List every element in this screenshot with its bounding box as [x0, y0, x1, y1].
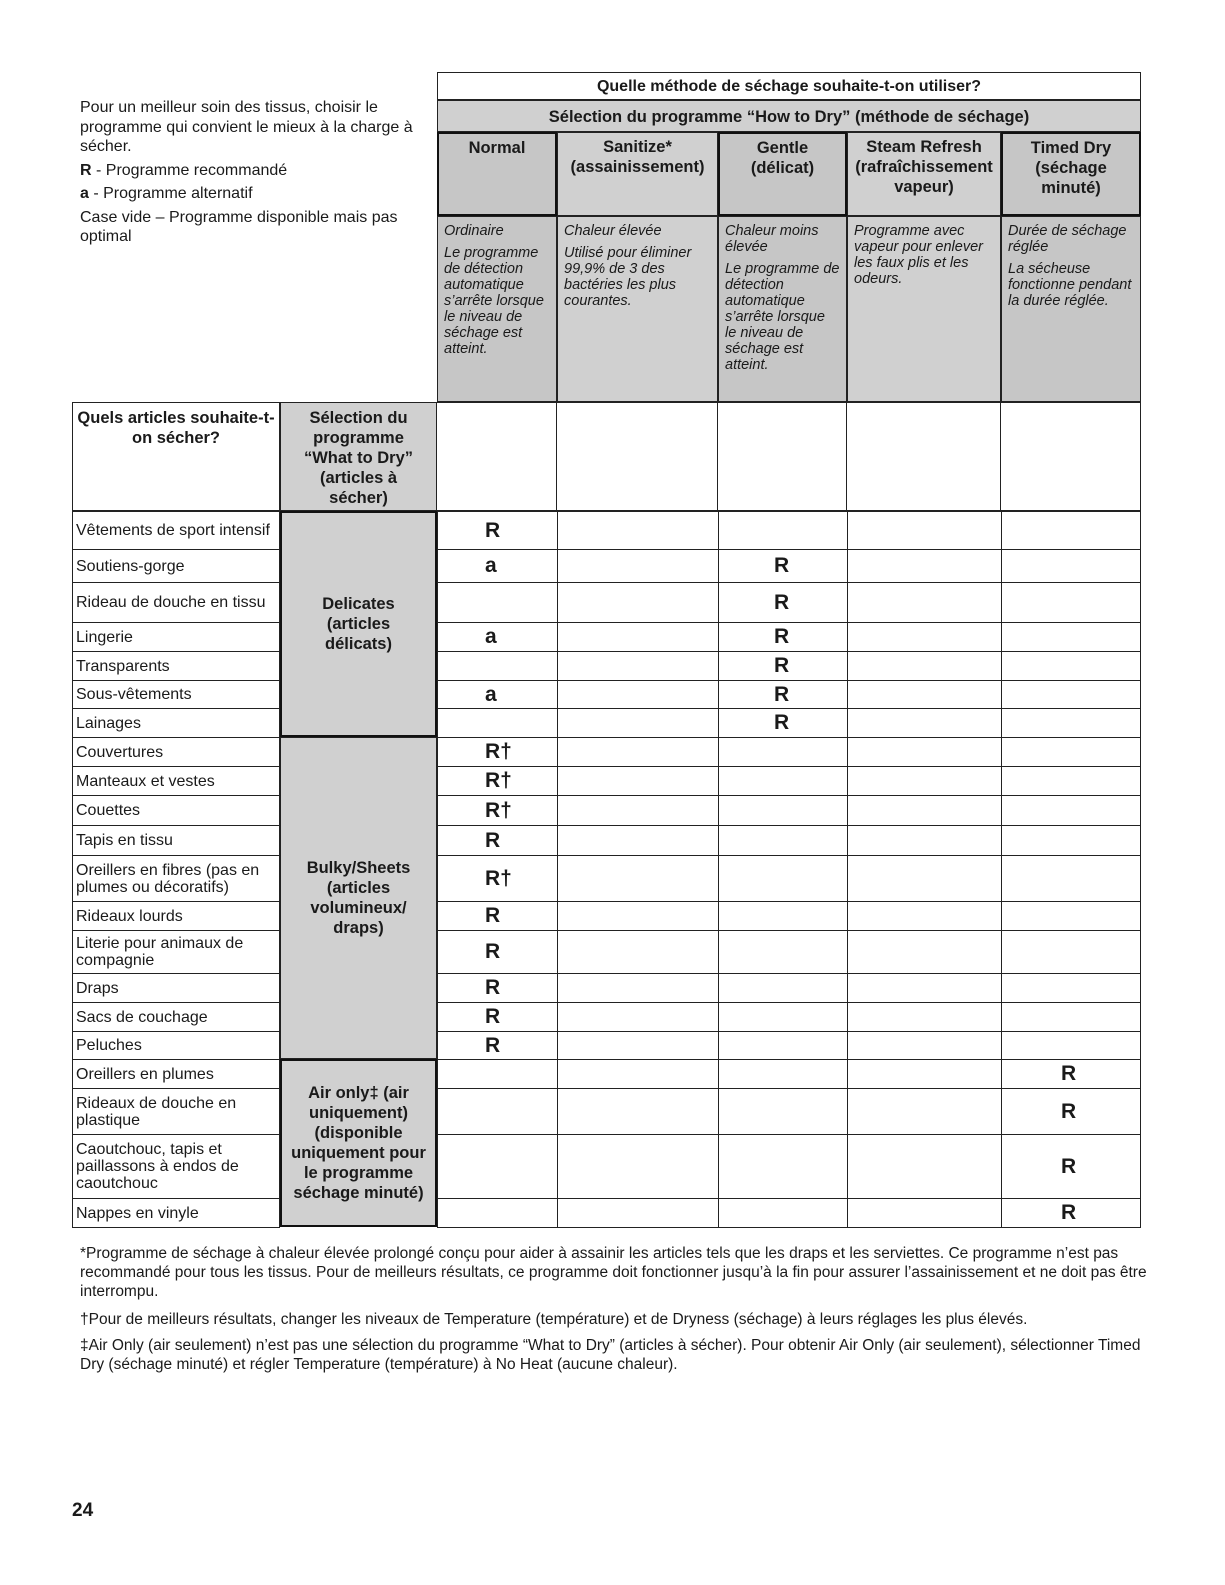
what-to-dry-heading: Sélection du programme “What to Dry” (articles à sécher)	[280, 402, 437, 511]
table-cell	[557, 549, 719, 583]
table-cell	[557, 795, 719, 826]
col-normal: Normal	[437, 132, 557, 216]
table-cell	[437, 708, 558, 738]
table-cell	[718, 825, 848, 856]
legend-recommended	[80, 161, 420, 181]
table-cell	[1001, 930, 1141, 974]
legend-intro: Pour un meilleur soin des tissus, choisir le programme qui convient le mieux à la charge à sécher.	[80, 99, 413, 155]
desc-sanitize-line2: Utilisé pour éliminer 99,9% de 3 des bactéries les plus courantes.	[564, 245, 692, 309]
table-cell	[557, 930, 719, 974]
recommendation-mark: R	[774, 711, 790, 734]
desc-sanitize-line1: Chaleur élevée	[564, 223, 662, 239]
table-cell	[718, 1134, 848, 1199]
table-cell	[847, 930, 1002, 974]
table-cell	[847, 511, 1002, 550]
table-cell	[718, 1031, 848, 1060]
row-header-blank	[437, 402, 1141, 511]
group-air-only: Air only‡ (air uniquement) (disponible uniquement pour le programme séchage minuté)	[280, 1059, 437, 1227]
table-cell	[437, 680, 558, 709]
item-label: Oreillers en fibres (pas en plumes ou décoratifs)	[72, 855, 280, 902]
table-cell	[557, 1031, 719, 1060]
desc-normal	[437, 216, 557, 402]
table-cell	[718, 1088, 848, 1135]
item-label: Rideaux lourds	[72, 901, 280, 931]
table-cell	[1001, 549, 1141, 583]
table-cell	[718, 973, 848, 1003]
table-cell	[847, 549, 1002, 583]
item-label: Nappes en vinyle	[72, 1198, 280, 1228]
recommendation-mark: R†	[485, 866, 512, 890]
table-cell	[557, 622, 719, 652]
recommendation-mark: R†	[485, 740, 512, 763]
item-label: Sous-vêtements	[72, 680, 280, 709]
table-cell	[718, 737, 848, 767]
table-cell	[718, 930, 848, 974]
table-cell	[847, 737, 1002, 767]
recommendation-mark: R	[485, 828, 501, 852]
footnote-air-only: ‡Air Only (air seulement) n’est pas une sélection du programme “What to Dry” (articles à sécher). Pour obtenir Air Only (air seulement), sélectionner Timed Dry (séchage minuté) et régler Temperature (température) à No Heat (aucune chaleur).	[80, 1337, 1141, 1373]
how-to-dry-heading: Sélection du programme “How to Dry” (méthode de séchage)	[437, 100, 1141, 132]
recommendation-mark: R	[1061, 1201, 1077, 1224]
group-delicates: Delicates (articles délicats)	[280, 511, 437, 737]
recommendation-mark: R	[774, 590, 790, 614]
table-cell	[847, 1088, 1002, 1135]
table-cell	[557, 1002, 719, 1032]
legend	[80, 98, 420, 251]
recommendation-mark: R	[485, 940, 501, 963]
table-cell	[718, 1198, 848, 1228]
footnote-sanitize: *Programme de séchage à chaleur élevée prolongé conçu pour aider à assainir les articles tels que les draps et les serviettes. Ce programme n’est pas recommandé pour tous les tissus. Pour de meilleurs résultats, ce programme doit fonctionner jusqu’à la fin pour assurer l’assainissement et ne doit pas être interrompu.	[80, 1245, 1147, 1300]
table-cell	[718, 766, 848, 796]
table-cell	[847, 766, 1002, 796]
recommendation-mark: R	[485, 1005, 501, 1028]
table-cell	[437, 1134, 558, 1199]
table-cell	[437, 1088, 558, 1135]
table-cell	[718, 855, 848, 902]
desc-normal-line1: Ordinaire	[444, 223, 504, 239]
table-cell	[1001, 825, 1141, 856]
recommendation-mark: R	[485, 518, 501, 542]
item-label: Sacs de couchage	[72, 1002, 280, 1032]
table-cell	[847, 795, 1002, 826]
table-cell	[1001, 973, 1141, 1003]
desc-gentle-line2: Le programme de détection automatique s’arrête lorsque le niveau de séchage est atteint.	[725, 261, 840, 373]
recommendation-mark: R	[774, 625, 790, 648]
table-cell	[847, 1198, 1002, 1228]
item-label: Lingerie	[72, 622, 280, 652]
table-cell	[718, 1059, 848, 1089]
desc-sanitize	[557, 216, 718, 402]
table-cell	[1001, 1002, 1141, 1032]
recommendation-mark: R	[485, 976, 501, 999]
recommendation-mark: R†	[485, 798, 512, 822]
table-cell	[557, 680, 719, 709]
table-cell	[847, 901, 1002, 931]
page-number: 24	[72, 1500, 94, 1521]
recommendation-mark: R†	[485, 769, 512, 792]
footnote-dagger: †Pour de meilleurs résultats, changer les niveaux de Temperature (température) et de Dryness (séchage) à leurs réglages les plus élevés.	[80, 1311, 1028, 1328]
desc-timed-dry	[1001, 216, 1141, 402]
table-cell	[847, 651, 1002, 681]
item-label: Vêtements de sport intensif	[72, 511, 280, 550]
item-label: Lainages	[72, 708, 280, 738]
table-cell	[847, 1059, 1002, 1089]
divider	[717, 403, 718, 510]
item-label: Soutiens-gorge	[72, 549, 280, 583]
item-label: Rideaux de douche en plastique	[72, 1088, 280, 1135]
recommendation-mark: a	[485, 683, 497, 706]
table-cell	[847, 825, 1002, 856]
table-cell	[557, 1059, 719, 1089]
item-label: Couettes	[72, 795, 280, 826]
table-cell	[557, 708, 719, 738]
table-cell	[557, 511, 719, 550]
recommendation-mark: R	[774, 683, 790, 706]
items-question: Quels articles souhaite-t-on sécher?	[72, 402, 280, 511]
recommendation-mark: R	[1061, 1099, 1077, 1123]
legend-r-key: R	[80, 161, 92, 179]
table-cell	[557, 651, 719, 681]
table-cell	[1001, 1031, 1141, 1060]
table-cell	[1001, 708, 1141, 738]
recommendation-mark: R	[485, 1034, 501, 1057]
legend-empty: Case vide – Programme disponible mais pas optimal	[80, 208, 398, 245]
table-cell	[557, 825, 719, 856]
legend-a-text: - Programme alternatif	[88, 185, 253, 202]
item-label: Oreillers en plumes	[72, 1059, 280, 1089]
table-cell	[1001, 651, 1141, 681]
desc-gentle	[718, 216, 847, 402]
desc-timed-line1: Durée de séchage réglée	[1008, 223, 1127, 255]
item-label: Transparents	[72, 651, 280, 681]
recommendation-mark: R	[1061, 1154, 1077, 1178]
table-cell	[847, 622, 1002, 652]
legend-r-text: - Programme recommandé	[91, 161, 288, 179]
table-cell	[1001, 680, 1141, 709]
table-cell	[847, 1031, 1002, 1060]
table-cell	[1001, 622, 1141, 652]
table-cell	[1001, 795, 1141, 826]
desc-steam-line1: Programme avec vapeur pour enlever les faux plis et les odeurs.	[854, 223, 983, 287]
table-cell	[437, 651, 558, 681]
table-cell	[847, 973, 1002, 1003]
item-label: Caoutchouc, tapis et paillassons à endos de caoutchouc	[72, 1134, 280, 1199]
table-cell	[557, 582, 719, 623]
table-cell	[847, 1134, 1002, 1199]
table-cell	[557, 737, 719, 767]
desc-gentle-line1: Chaleur moins élevée	[725, 223, 819, 255]
table-cell	[557, 973, 719, 1003]
table-cell	[1001, 582, 1141, 623]
desc-timed-line2: La sécheuse fonctionne pendant la durée réglée.	[1008, 261, 1132, 309]
table-cell	[847, 1002, 1002, 1032]
table-cell	[437, 1059, 558, 1089]
divider	[1000, 403, 1001, 510]
legend-alternative	[80, 184, 420, 204]
desc-steam-refresh	[847, 216, 1001, 402]
table-cell	[437, 582, 558, 623]
recommendation-mark: a	[485, 625, 497, 648]
table-cell	[718, 511, 848, 550]
col-timed-dry: Timed Dry (séchage minuté)	[1001, 132, 1141, 216]
group-bulky-sheets: Bulky/Sheets (articles volumineux/ draps)	[280, 737, 437, 1059]
item-label: Draps	[72, 973, 280, 1003]
table-cell	[1001, 901, 1141, 931]
col-sanitize: Sanitize* (assainissement)	[557, 132, 718, 216]
legend-a-key: a	[80, 185, 89, 202]
desc-normal-line2: Le programme de détection automatique s’arrête lorsque le niveau de séchage est atteint.	[444, 245, 544, 357]
table-cell	[847, 855, 1002, 902]
recommendation-mark: R	[485, 904, 501, 927]
table-cell	[847, 680, 1002, 709]
item-label: Manteaux et vestes	[72, 766, 280, 796]
table-cell	[718, 795, 848, 826]
table-cell	[437, 1198, 558, 1228]
method-question: Quelle méthode de séchage souhaite-t-on utiliser?	[437, 72, 1141, 100]
table-cell	[1001, 737, 1141, 767]
divider	[846, 403, 847, 510]
table-cell	[557, 1198, 719, 1228]
table-cell	[557, 855, 719, 902]
col-steam-refresh: Steam Refresh (rafraîchissement vapeur)	[847, 132, 1001, 216]
table-cell	[557, 766, 719, 796]
table-cell	[1001, 855, 1141, 902]
item-label: Rideau de douche en tissu	[72, 582, 280, 623]
table-cell	[1001, 766, 1141, 796]
table-cell	[847, 582, 1002, 623]
recommendation-mark: a	[485, 554, 497, 577]
recommendation-mark: R	[774, 654, 790, 677]
item-label: Tapis en tissu	[72, 825, 280, 856]
recommendation-mark: R	[1061, 1062, 1077, 1085]
table-cell	[847, 708, 1002, 738]
table-cell	[557, 901, 719, 931]
table-cell	[718, 1002, 848, 1032]
divider	[556, 403, 557, 510]
col-gentle: Gentle (délicat)	[718, 132, 847, 216]
item-label: Literie pour animaux de compagnie	[72, 930, 280, 974]
item-label: Couvertures	[72, 737, 280, 767]
table-cell	[437, 549, 558, 583]
recommendation-mark: R	[774, 554, 790, 577]
table-cell	[557, 1088, 719, 1135]
item-label: Peluches	[72, 1031, 280, 1060]
table-cell	[1001, 511, 1141, 550]
table-cell	[718, 901, 848, 931]
table-cell	[437, 622, 558, 652]
table-cell	[557, 1134, 719, 1199]
